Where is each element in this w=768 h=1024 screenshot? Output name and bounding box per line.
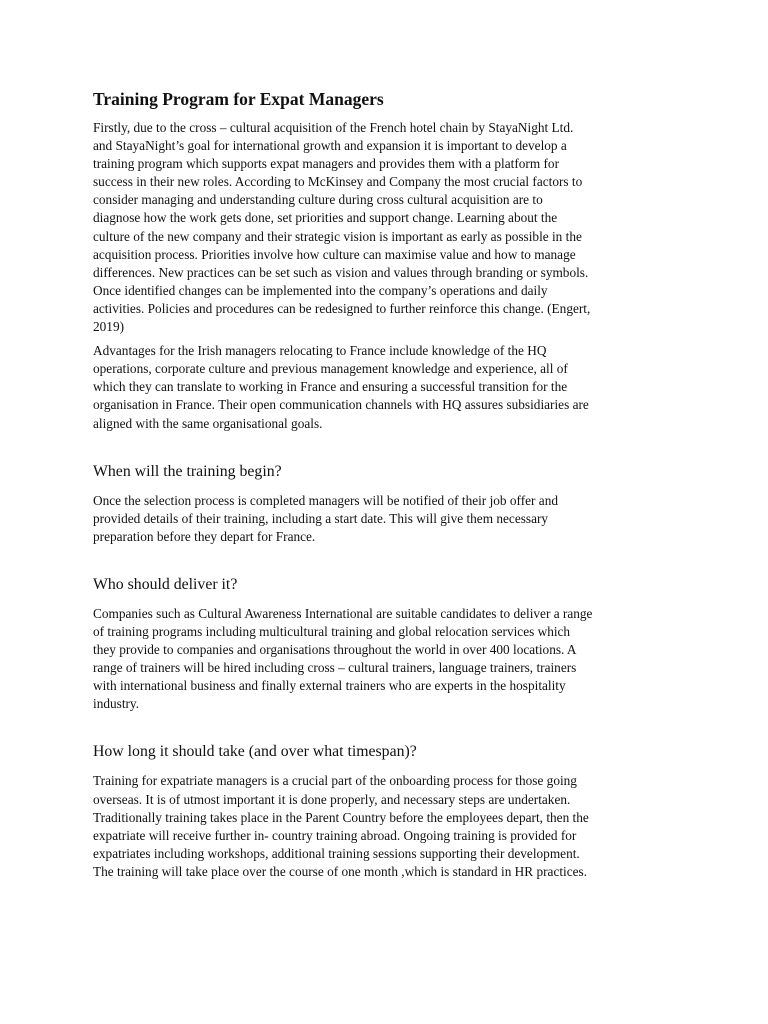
text-line: operations, corporate culture and previous management knowledge and experience, all of: [93, 361, 568, 377]
text-line: Firstly, due to the cross – cultural acquisition of the French hotel chain by StayaNight Ltd.: [93, 120, 574, 135]
text-line: Once identified changes can be implemented into the company’s operations and daily: [93, 282, 548, 298]
text-line: aligned with the same organisational goals.: [93, 415, 323, 431]
text-line: success in their new roles. According to McKinsey and Company the most crucial factors to: [93, 174, 583, 190]
text-line: culture of the new company and their strategic vision is important as early as possible in the: [93, 228, 582, 244]
text-line: differences. New practices can be set such as vision and values through branding or symbols.: [93, 264, 589, 280]
paragraph-intro-2: [93, 342, 679, 432]
text-line: consider managing and understanding culture during cross cultural acquisition are to: [93, 192, 543, 208]
section-heading-who: Who should deliver it?: [93, 575, 238, 593]
text-line: expatriates including workshops, additional training sessions supporting their development.: [93, 845, 580, 861]
section-heading-how-long: How long it should take (and over what timespan)?: [93, 743, 417, 761]
text-line: 2019): [93, 319, 125, 335]
text-line: The training will take place over the course of one month ,which is standard in HR practices.: [93, 863, 588, 879]
text-line: which they can translate to working in France and ensuring a successful transition for the: [93, 379, 568, 395]
text-line: provided details of their training, including a start date. This will give them necessary: [93, 510, 549, 526]
document-body: [93, 119, 679, 881]
section-heading-when: When will the training begin?: [93, 462, 282, 480]
text-line: Advantages for the Irish managers relocating to France include knowledge of the HQ: [93, 343, 547, 359]
text-line: activities. Policies and procedures can be redesigned to further reinforce this change. (Engert,: [93, 300, 591, 316]
text-line: preparation before they depart for France.: [93, 528, 316, 544]
text-line: Companies such as Cultural Awareness International are suitable candidates to deliver a range: [93, 605, 593, 621]
text-line: they provide to companies and organisations throughout the world in over 400 locations. A: [93, 642, 577, 658]
text-line: of training programs including multicultural training and global relocation services which: [93, 623, 571, 639]
text-line: Traditionally training takes place in the Parent Country before the employees depart, then the: [93, 809, 589, 825]
text-line: acquisition process. Priorities involve how culture can maximise value and how to manage: [93, 246, 576, 262]
text-line: overseas. It is of utmost important it is done properly, and necessary steps are undertaken.: [93, 791, 571, 807]
text-line: Once the selection process is completed managers will be notified of their job offer and: [93, 492, 558, 508]
section-spacer: [93, 546, 679, 575]
text-line: training program which supports expat managers and provides them with a platform for: [93, 156, 560, 172]
paragraph-who-1: [93, 605, 679, 714]
text-line: Training for expatriate managers is a crucial part of the onboarding process for those going: [93, 773, 577, 789]
text-line: range of trainers will be hired including cross – cultural trainers, language trainers, trainers: [93, 660, 577, 676]
text-line: with international business and finally external trainers who are experts in the hospitality: [93, 678, 566, 694]
paragraph-how-long-1: [93, 772, 679, 881]
text-line: organisation in France. Their open communication channels with HQ assures subsidiaries are: [93, 397, 589, 413]
text-line: expatriate will receive further in- country training abroad. Ongoing training is provided for: [93, 827, 577, 843]
paragraph-intro-1: [93, 119, 679, 336]
section-spacer: [93, 433, 679, 462]
text-line: industry.: [93, 696, 140, 712]
text-line: and StayaNight’s goal for international growth and expansion it is important to develop a: [93, 138, 567, 154]
paragraph-when-1: [93, 492, 679, 546]
document-page: [93, 87, 679, 881]
text-line: diagnose how the work gets done, set priorities and support change. Learning about the: [93, 210, 558, 226]
document-title: Training Program for Expat Managers: [93, 89, 384, 109]
section-spacer: [93, 713, 679, 742]
